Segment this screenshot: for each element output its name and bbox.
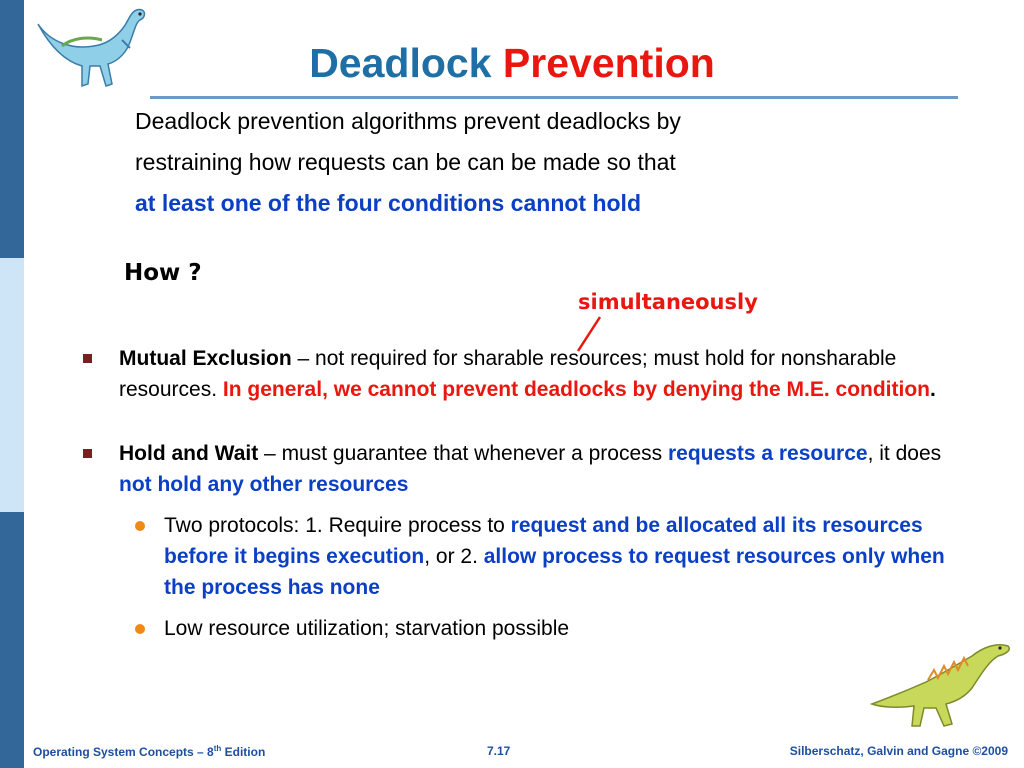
sidebar-strip-middle [0,258,24,512]
round-bullet-icon [135,624,145,634]
footer-left-suffix: Edition [221,745,266,759]
footer-page-number: 7.17 [487,744,511,758]
title-deadlock: Deadlock [309,40,492,86]
simultaneously-annotation: simultaneously [578,290,758,314]
sidebar-strip-bottom [0,512,24,768]
bullet-mutual-exclusion [80,343,950,405]
mutual-exclusion-text: – not required for sharable resources; must hold for nonsharable resources. [119,347,897,401]
protocols-text-1: Two protocols: 1. Require process to [164,514,511,537]
footer-course-title [33,744,265,759]
dinosaur-bottom-icon [868,632,1018,732]
hold-wait-blue-1: requests a resource [667,442,868,465]
how-label: How ? [124,260,202,286]
protocols-blue-2: allow process to request resources only when the process has none [164,545,945,599]
sub-bullet-two-protocols [80,510,950,603]
hold-wait-text-1: – must guarantee that whenever a process [258,442,668,465]
term-mutual-exclusion: Mutual Exclusion [119,347,292,370]
mutual-exclusion-red-text: In general, we cannot prevent deadlocks by denying the M.E. condition [222,378,930,401]
intro-paragraph [135,101,835,224]
footer-copyright: Silberschatz, Galvin and Gagne ©2009 [789,744,1008,758]
bullet-hold-and-wait [80,438,950,500]
footer-left-prefix: Operating System Concepts – 8 [33,745,214,759]
footer-left-sup: th [213,744,222,753]
intro-line-2: restraining how requests can be can be made so that [135,149,676,175]
title-divider [150,96,958,99]
low-utilization-text: Low resource utilization; starvation possible [164,617,570,640]
square-bullet-icon [83,354,92,363]
bullet-list [80,343,950,644]
mutual-exclusion-period: . [930,378,936,401]
term-hold-and-wait: Hold and Wait [119,442,259,465]
protocols-text-2: , or 2. [424,545,484,568]
protocols-blue-1: request and be allocated all its resources before it begins execution [164,514,923,568]
hold-wait-blue-2: not hold any other resources [119,473,409,496]
sub-bullet-low-utilization [80,613,950,644]
title-prevention: Prevention [502,40,715,86]
intro-line-3: at least one of the four conditions cannot hold [135,190,641,216]
page-title [0,38,1024,88]
intro-line-1: Deadlock prevention algorithms prevent deadlocks by [135,108,681,134]
square-bullet-icon [83,449,92,458]
round-bullet-icon [135,521,145,531]
hold-wait-text-2: , it does [867,442,942,465]
